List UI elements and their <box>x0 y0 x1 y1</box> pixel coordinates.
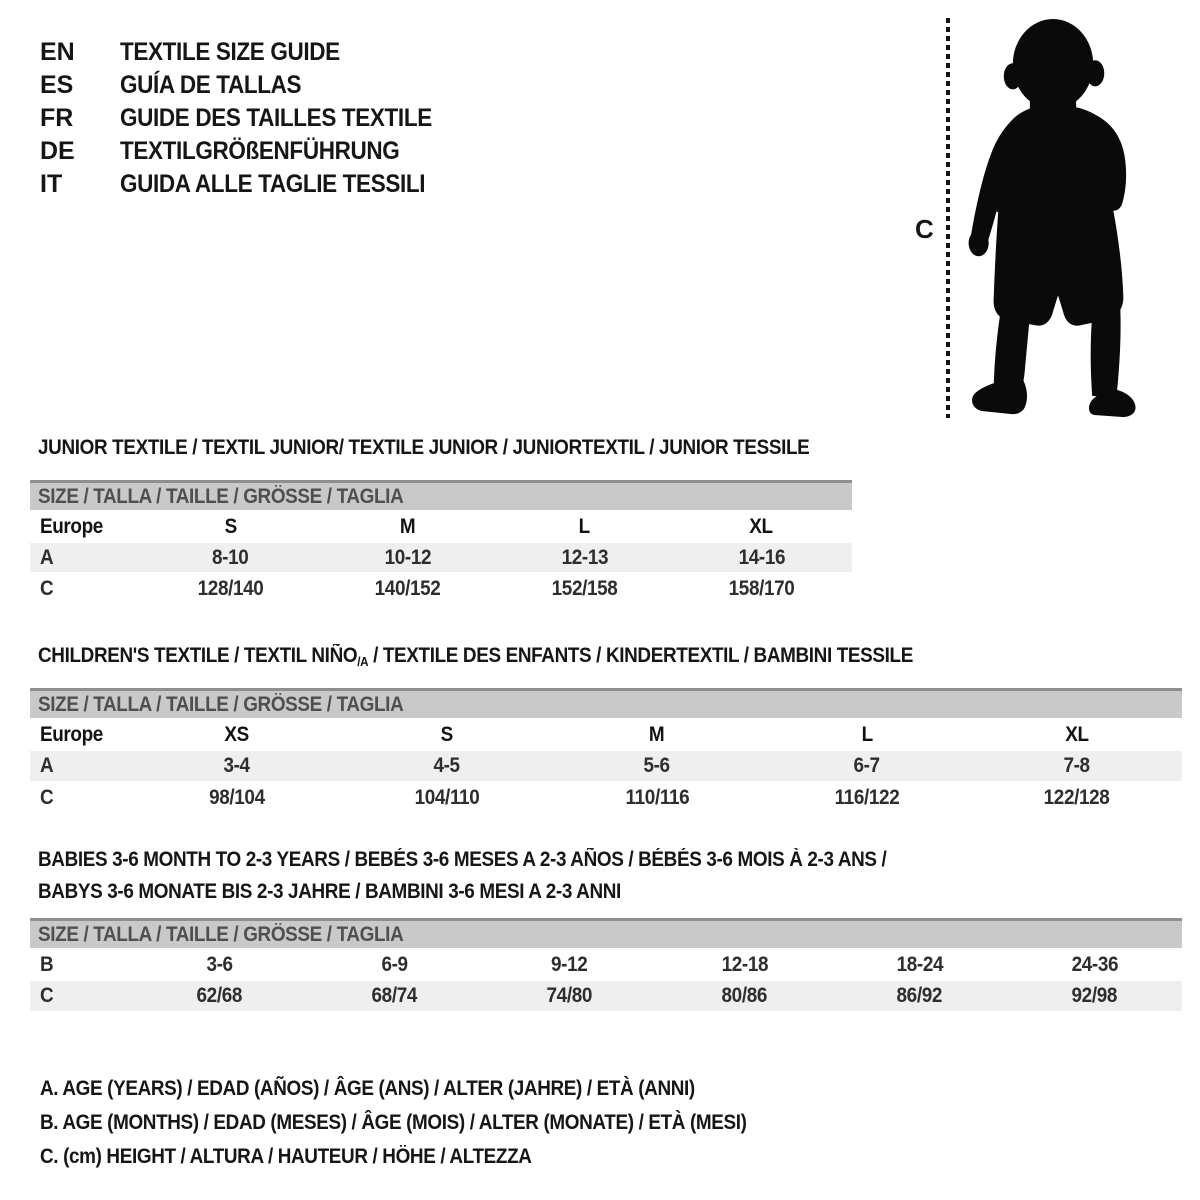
cell: 140/152 <box>374 576 441 600</box>
footnote-a: A. AGE (YEARS) / EDAD (AÑOS) / ÂGE (ANS) / ALTER (JAHRE) / ETÀ (ANNI) <box>40 1077 695 1100</box>
row-label: C <box>40 785 54 809</box>
cell: 92/98 <box>1071 984 1118 1007</box>
children-size-table <box>30 688 1182 814</box>
children-section-title-text: CHILDREN'S TEXTILE / TEXTIL $NIÑO_{/A}$ / TEXTILE DES ENFANTS / KINDERTEXTIL / BAMBINI TESSILE <box>38 644 913 669</box>
children-row-height <box>30 781 1182 814</box>
language-label: TEXTILE SIZE GUIDE <box>120 38 340 66</box>
children-region-header: Europe <box>40 722 103 746</box>
junior-section-title <box>38 436 895 460</box>
language-code: IT <box>40 170 63 198</box>
cell: 158/170 <box>728 576 795 600</box>
toddler-silhouette-illustration <box>965 16 1137 418</box>
babies-section-title-line1: BABIES 3-6 MONTH TO 2-3 YEARS / BEBÉS 3-6 MESES A 2-3 AÑOS / BÉBÉS 3-6 MOIS À 2-3 ANS / <box>38 848 887 871</box>
cell: 128/140 <box>197 576 264 600</box>
cell: 4-5 <box>433 754 461 777</box>
junior-region-header: Europe <box>40 514 103 538</box>
cell: 122/128 <box>1044 785 1110 809</box>
children-size-col: XS <box>224 722 250 746</box>
children-size-col: M <box>649 722 665 746</box>
row-label: C <box>40 576 54 600</box>
babies-section-title-line2: BABYS 3-6 MONATE BIS 2-3 JAHRE / BAMBINI 3-6 MESI A 2-3 ANNI <box>38 880 621 903</box>
cell: 18-24 <box>896 952 943 976</box>
cell: 74/80 <box>546 984 593 1007</box>
babies-size-bar <box>30 918 1182 948</box>
row-label: A <box>40 754 54 777</box>
footnotes <box>40 1072 825 1174</box>
language-code: DE <box>40 137 75 165</box>
cell: 152/158 <box>551 576 618 600</box>
language-row-es <box>40 69 467 102</box>
height-measure-dashed-line <box>946 18 950 418</box>
cell: 24-36 <box>1071 952 1118 976</box>
children-size-bar-text: SIZE / TALLA / TAILLE / GRÖSSE / TAGLIA <box>38 692 404 716</box>
row-label: A <box>40 545 54 569</box>
junior-size-bar <box>30 480 852 510</box>
babies-row-height <box>30 981 1182 1011</box>
height-marker-label: C <box>915 214 934 244</box>
cell: 5-6 <box>643 754 671 777</box>
footnote-c: C. (cm) HEIGHT / ALTURA / HAUTEUR / HÖHE / ALTEZZA <box>40 1145 532 1168</box>
children-size-col: L <box>861 722 873 746</box>
cell: 12-18 <box>721 952 768 976</box>
babies-size-table <box>30 918 1182 1011</box>
children-size-col: S <box>440 722 454 746</box>
babies-size-bar-text: SIZE / TALLA / TAILLE / GRÖSSE / TAGLIA <box>38 922 404 946</box>
junior-size-col: XL <box>749 514 774 538</box>
junior-row-height <box>30 572 852 605</box>
junior-row-age <box>30 543 852 572</box>
language-label: TEXTILGRÖßENFÜHRUNG <box>120 137 400 165</box>
cell: 86/92 <box>896 984 943 1007</box>
junior-size-col: M <box>399 514 416 538</box>
cell: 9-12 <box>551 952 588 976</box>
children-section-title <box>38 644 1010 669</box>
junior-size-col: S <box>224 514 237 538</box>
cell: 68/74 <box>371 984 418 1007</box>
language-row-de <box>40 135 467 168</box>
junior-size-table <box>30 480 852 605</box>
babies-row-months <box>30 948 1182 981</box>
cell: 10-12 <box>384 545 431 569</box>
children-size-col: XL <box>1065 722 1089 746</box>
row-label: B <box>40 952 54 976</box>
junior-size-col: L <box>578 514 591 538</box>
cell: 3-6 <box>206 952 233 976</box>
language-row-en <box>40 36 467 69</box>
language-code: FR <box>40 104 74 132</box>
language-row-fr <box>40 102 467 135</box>
children-row-age <box>30 751 1182 781</box>
cell: 8-10 <box>212 545 249 569</box>
cell: 62/68 <box>196 984 243 1007</box>
cell: 7-8 <box>1063 754 1091 777</box>
cell: 98/104 <box>209 785 265 809</box>
language-code: EN <box>40 38 75 66</box>
children-size-bar <box>30 688 1182 718</box>
cell: 6-9 <box>381 952 408 976</box>
children-column-header-row <box>30 718 1182 751</box>
cell: 3-4 <box>223 754 251 777</box>
cell: 12-13 <box>561 545 608 569</box>
footnote-b: B. AGE (MONTHS) / EDAD (MESES) / ÂGE (MOIS) / ALTER (MONATE) / ETÀ (MESI) <box>40 1111 747 1134</box>
cell: 104/110 <box>414 785 480 809</box>
cell: 80/86 <box>721 984 768 1007</box>
cell: 116/122 <box>834 785 900 809</box>
cell: 14-16 <box>738 545 785 569</box>
junior-size-bar-text: SIZE / TALLA / TAILLE / GRÖSSE / TAGLIA <box>38 484 404 508</box>
language-header <box>40 36 467 201</box>
junior-column-header-row <box>30 510 852 543</box>
language-label: GUIDE DES TAILLES TEXTILE <box>120 104 432 132</box>
language-row-it <box>40 168 467 201</box>
language-code: ES <box>40 71 74 99</box>
cell: 6-7 <box>853 754 881 777</box>
cell: 110/116 <box>625 785 689 809</box>
language-label: GUIDA ALLE TAGLIE TESSILI <box>120 170 426 198</box>
row-label: C <box>40 984 54 1007</box>
language-label: GUÍA DE TALLAS <box>120 71 302 99</box>
junior-section-title-text: JUNIOR TEXTILE / TEXTIL JUNIOR/ TEXTILE JUNIOR / JUNIORTEXTIL / JUNIOR TESSILE <box>38 436 810 459</box>
nino-a-subscript: /A <box>357 654 369 669</box>
